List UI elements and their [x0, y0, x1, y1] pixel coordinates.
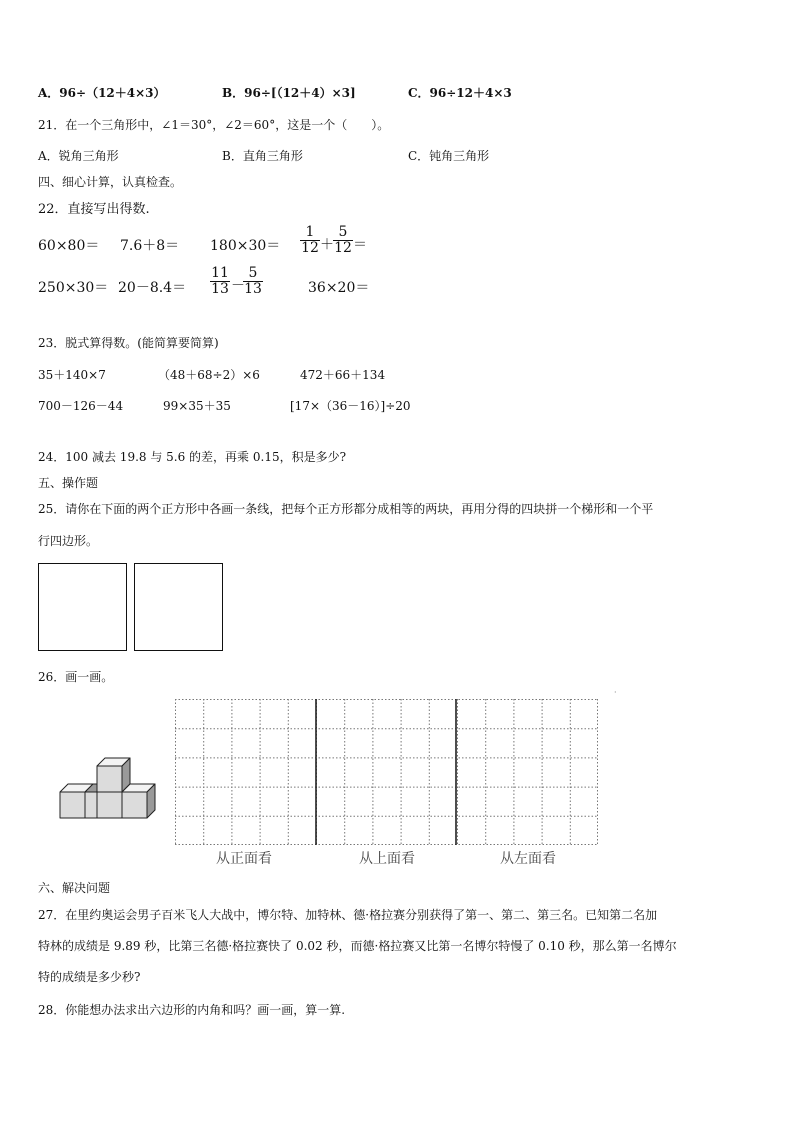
q23-title: 23．脱式算得数。(能简算要简算) — [38, 336, 219, 350]
fraction-numerator: 1 — [305, 224, 315, 240]
cube-front-face — [97, 766, 122, 792]
stray-dot: · — [614, 688, 617, 697]
q22-item: 60×80＝ — [38, 238, 100, 254]
q22-fraction — [333, 225, 353, 256]
q22-fraction — [210, 266, 230, 297]
fraction-denominator: 12 — [301, 240, 319, 256]
q22-item: 250×30＝ — [38, 280, 109, 296]
q24-stem: 24．100 减去 19.8 与 5.6 的差，再乘 0.15，积是多少? — [38, 450, 347, 464]
caption-front-view: 从正面看 — [216, 851, 272, 867]
q22-fraction — [243, 266, 263, 297]
q27-line-2: 特林的成绩是 9.89 秒，比第三名德·格拉赛快了 0.02 秒，而德·格拉赛又比第一名博尔特慢了 0.10 秒，那么第一名博尔 — [38, 939, 677, 953]
q22-item: 36×20＝ — [308, 280, 370, 296]
fraction-operator: ＋ — [320, 237, 334, 253]
cube-front-face — [122, 792, 147, 818]
q28-stem: 28．你能想办法求出六边形的内角和吗？画一画，算一算. — [38, 1003, 346, 1017]
q20-option-a: A．96÷（12＋4×3） — [38, 86, 166, 100]
q23-item: 99×35＋35 — [163, 399, 231, 413]
q23-item: 472＋66＋134 — [300, 368, 386, 382]
cube-front-face — [60, 792, 85, 818]
q21-option-b: B．直角三角形 — [222, 149, 303, 163]
q20-option-c: C．96÷12＋4×3 — [408, 86, 512, 100]
q26-title: 26．画一画。 — [38, 670, 114, 684]
q25-line-2: 行四边形。 — [38, 534, 99, 548]
cube-front-face — [85, 792, 97, 818]
fraction-operator: － — [231, 278, 245, 294]
q21-stem: 21．在一个三角形中，∠1＝30°，∠2＝60°，这是一个（ ）。 — [38, 118, 390, 132]
q21-option-a: A．锐角三角形 — [38, 149, 119, 163]
fraction-numerator: 5 — [338, 224, 348, 240]
q20-option-b: B．96÷[（12＋4）×3] — [222, 86, 356, 100]
q22-title: 22．直接写出得数. — [38, 202, 150, 217]
fraction-denominator: 12 — [334, 240, 352, 256]
square-2[interactable] — [134, 563, 223, 651]
q27-line-3: 特的成绩是多少秒? — [38, 970, 141, 984]
section-4-heading: 四、细心计算，认真检查。 — [38, 175, 183, 189]
square-1[interactable] — [38, 563, 127, 651]
section-6-heading: 六、解决问题 — [38, 881, 111, 895]
q23-item: [17×（36－16）]÷20 — [290, 399, 411, 413]
caption-top-view: 从上面看 — [359, 851, 415, 867]
fraction-denominator: 13 — [244, 281, 262, 297]
q22-item: 7.6＋8＝ — [120, 238, 180, 254]
cube-front-face — [97, 792, 122, 818]
fraction-numerator: 5 — [248, 265, 258, 281]
q23-item: 35＋140×7 — [38, 368, 106, 382]
equals-sign: ＝ — [353, 237, 367, 253]
fraction-numerator: 11 — [211, 265, 229, 281]
fraction-denominator: 13 — [211, 281, 229, 297]
q22-fraction — [300, 225, 320, 256]
q22-item: 180×30＝ — [210, 238, 281, 254]
section-5-heading: 五、操作题 — [38, 476, 99, 490]
cube-figure — [58, 752, 162, 828]
caption-left-view: 从左面看 — [500, 851, 556, 867]
q21-option-c: C．钝角三角形 — [408, 149, 490, 163]
q27-line-1: 27．在里约奥运会男子百米飞人大战中，博尔特、加特林、德·格拉赛分别获得了第一、第二、第三名。已知第二名加 — [38, 908, 658, 922]
dot-grid[interactable] — [175, 699, 599, 846]
q25-line-1: 25．请你在下面的两个正方形中各画一条线，把每个正方形都分成相等的两块，再用分得的四块拼一个梯形和一个平 — [38, 502, 654, 516]
q22-item: 20－8.4＝ — [118, 280, 187, 296]
q23-item: 700－126－44 — [38, 399, 124, 413]
q23-item: （48＋68÷2）×6 — [158, 368, 260, 382]
